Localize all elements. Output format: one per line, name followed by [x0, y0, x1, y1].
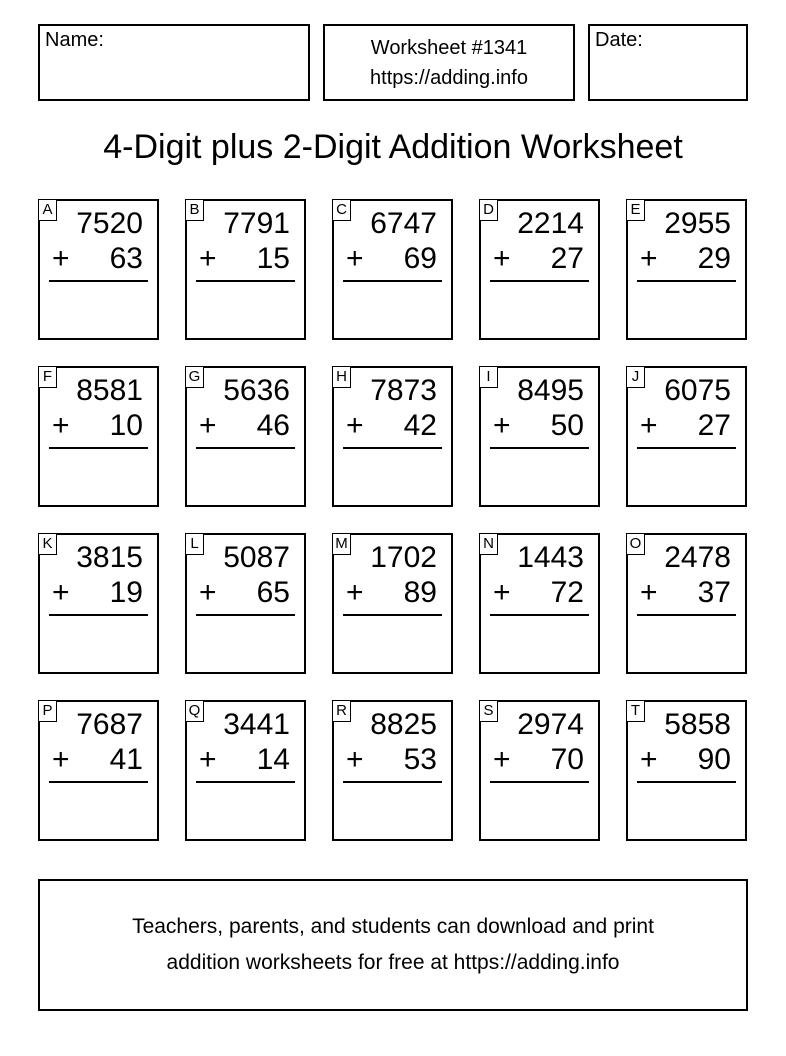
answer-space[interactable]: [490, 786, 589, 833]
answer-space[interactable]: [637, 285, 736, 332]
problem-k: [38, 533, 159, 674]
plus-sign: +: [346, 743, 364, 776]
problem-letter: D: [479, 199, 498, 221]
plus-sign: +: [493, 409, 511, 442]
problem-h: [332, 366, 453, 507]
answer-line: [490, 781, 589, 783]
first-addend: 2214: [517, 207, 584, 240]
footer-box: [38, 879, 748, 1011]
worksheet-url[interactable]: https://adding.info: [370, 67, 528, 89]
answer-space[interactable]: [637, 452, 736, 499]
answer-space[interactable]: [490, 619, 589, 666]
problem-o: [626, 533, 747, 674]
problem-l: [185, 533, 306, 674]
second-addend: 19: [109, 576, 143, 609]
first-addend: 1443: [517, 541, 584, 574]
problem-g: [185, 366, 306, 507]
first-addend: 2955: [664, 207, 731, 240]
problem-letter: I: [479, 366, 498, 388]
answer-space[interactable]: [49, 619, 148, 666]
second-addend: 27: [550, 242, 584, 275]
second-addend: 65: [256, 576, 290, 609]
answer-space[interactable]: [343, 285, 442, 332]
plus-sign: +: [52, 576, 70, 609]
plus-sign: +: [346, 409, 364, 442]
problem-r: [332, 700, 453, 841]
plus-sign: +: [640, 576, 658, 609]
plus-sign: +: [346, 242, 364, 275]
worksheet-number: Worksheet #1341: [370, 37, 528, 59]
first-addend: 3441: [223, 708, 290, 741]
second-addend: 41: [109, 743, 143, 776]
plus-sign: +: [52, 743, 70, 776]
answer-space[interactable]: [637, 786, 736, 833]
second-addend: 15: [256, 242, 290, 275]
problem-letter: P: [38, 700, 57, 722]
problem-letter: A: [38, 199, 57, 221]
plus-sign: +: [493, 576, 511, 609]
problem-a: [38, 199, 159, 340]
answer-line: [343, 280, 442, 282]
answer-line: [196, 280, 295, 282]
plus-sign: +: [199, 409, 217, 442]
answer-line: [196, 781, 295, 783]
plus-sign: +: [199, 242, 217, 275]
answer-line: [343, 614, 442, 616]
problem-q: [185, 700, 306, 841]
answer-line: [49, 781, 148, 783]
plus-sign: +: [640, 242, 658, 275]
plus-sign: +: [493, 743, 511, 776]
answer-line: [343, 781, 442, 783]
problem-letter: M: [332, 533, 351, 555]
problem-letter: B: [185, 199, 204, 221]
second-addend: 89: [403, 576, 437, 609]
problem-j: [626, 366, 747, 507]
plus-sign: +: [346, 576, 364, 609]
second-addend: 50: [550, 409, 584, 442]
problem-letter: R: [332, 700, 351, 722]
plus-sign: +: [493, 242, 511, 275]
problem-letter: S: [479, 700, 498, 722]
answer-space[interactable]: [196, 619, 295, 666]
problem-e: [626, 199, 747, 340]
problem-n: [479, 533, 600, 674]
answer-line: [49, 280, 148, 282]
answer-line: [343, 447, 442, 449]
second-addend: 14: [256, 743, 290, 776]
answer-line: [490, 614, 589, 616]
plus-sign: +: [640, 743, 658, 776]
second-addend: 90: [697, 743, 731, 776]
problem-letter: E: [626, 199, 645, 221]
answer-space[interactable]: [196, 452, 295, 499]
problem-letter: C: [332, 199, 351, 221]
first-addend: 5636: [223, 374, 290, 407]
problem-letter: H: [332, 366, 351, 388]
first-addend: 1702: [370, 541, 437, 574]
first-addend: 5087: [223, 541, 290, 574]
answer-space[interactable]: [49, 452, 148, 499]
first-addend: 6075: [664, 374, 731, 407]
problem-letter: Q: [185, 700, 204, 722]
answer-space[interactable]: [196, 285, 295, 332]
problem-letter: G: [185, 366, 204, 388]
page-title: 4-Digit plus 2-Digit Addition Worksheet: [103, 128, 683, 166]
first-addend: 6747: [370, 207, 437, 240]
answer-line: [637, 280, 736, 282]
second-addend: 53: [403, 743, 437, 776]
second-addend: 63: [109, 242, 143, 275]
problem-i: [479, 366, 600, 507]
problem-p: [38, 700, 159, 841]
second-addend: 70: [550, 743, 584, 776]
second-addend: 27: [697, 409, 731, 442]
problem-letter: L: [185, 533, 204, 555]
plus-sign: +: [640, 409, 658, 442]
first-addend: 7873: [370, 374, 437, 407]
second-addend: 72: [550, 576, 584, 609]
first-addend: 8495: [517, 374, 584, 407]
answer-line: [196, 447, 295, 449]
answer-space[interactable]: [49, 786, 148, 833]
second-addend: 29: [697, 242, 731, 275]
plus-sign: +: [199, 743, 217, 776]
answer-line: [49, 447, 148, 449]
problem-c: [332, 199, 453, 340]
footer-text-line-1: Teachers, parents, and students can download and print: [132, 915, 654, 938]
problem-letter: T: [626, 700, 645, 722]
date-label: Date:: [595, 29, 643, 51]
problem-letter: J: [626, 366, 645, 388]
first-addend: 7687: [76, 708, 143, 741]
answer-space[interactable]: [343, 786, 442, 833]
plus-sign: +: [52, 242, 70, 275]
second-addend: 37: [697, 576, 731, 609]
first-addend: 5858: [664, 708, 731, 741]
problem-letter: F: [38, 366, 57, 388]
answer-space[interactable]: [343, 452, 442, 499]
answer-line: [490, 447, 589, 449]
footer-text-line-2: addition worksheets for free at https://adding.info: [166, 951, 620, 974]
plus-sign: +: [52, 409, 70, 442]
answer-space[interactable]: [490, 285, 589, 332]
plus-sign: +: [199, 576, 217, 609]
name-label: Name:: [45, 29, 104, 51]
answer-line: [49, 614, 148, 616]
answer-space[interactable]: [196, 786, 295, 833]
problem-letter: K: [38, 533, 57, 555]
first-addend: 8581: [76, 374, 143, 407]
answer-space[interactable]: [490, 452, 589, 499]
answer-line: [637, 447, 736, 449]
first-addend: 7791: [223, 207, 290, 240]
problem-d: [479, 199, 600, 340]
answer-space[interactable]: [637, 619, 736, 666]
first-addend: 2974: [517, 708, 584, 741]
problem-letter: N: [479, 533, 498, 555]
first-addend: 8825: [370, 708, 437, 741]
first-addend: 2478: [664, 541, 731, 574]
second-addend: 10: [109, 409, 143, 442]
answer-line: [196, 614, 295, 616]
problem-b: [185, 199, 306, 340]
problem-t: [626, 700, 747, 841]
answer-space[interactable]: [343, 619, 442, 666]
problem-letter: O: [626, 533, 645, 555]
problem-m: [332, 533, 453, 674]
second-addend: 46: [256, 409, 290, 442]
problem-f: [38, 366, 159, 507]
answer-space[interactable]: [49, 285, 148, 332]
second-addend: 42: [403, 409, 437, 442]
answer-line: [637, 614, 736, 616]
first-addend: 7520: [76, 207, 143, 240]
answer-line: [637, 781, 736, 783]
answer-line: [490, 280, 589, 282]
first-addend: 3815: [76, 541, 143, 574]
second-addend: 69: [403, 242, 437, 275]
problem-s: [479, 700, 600, 841]
